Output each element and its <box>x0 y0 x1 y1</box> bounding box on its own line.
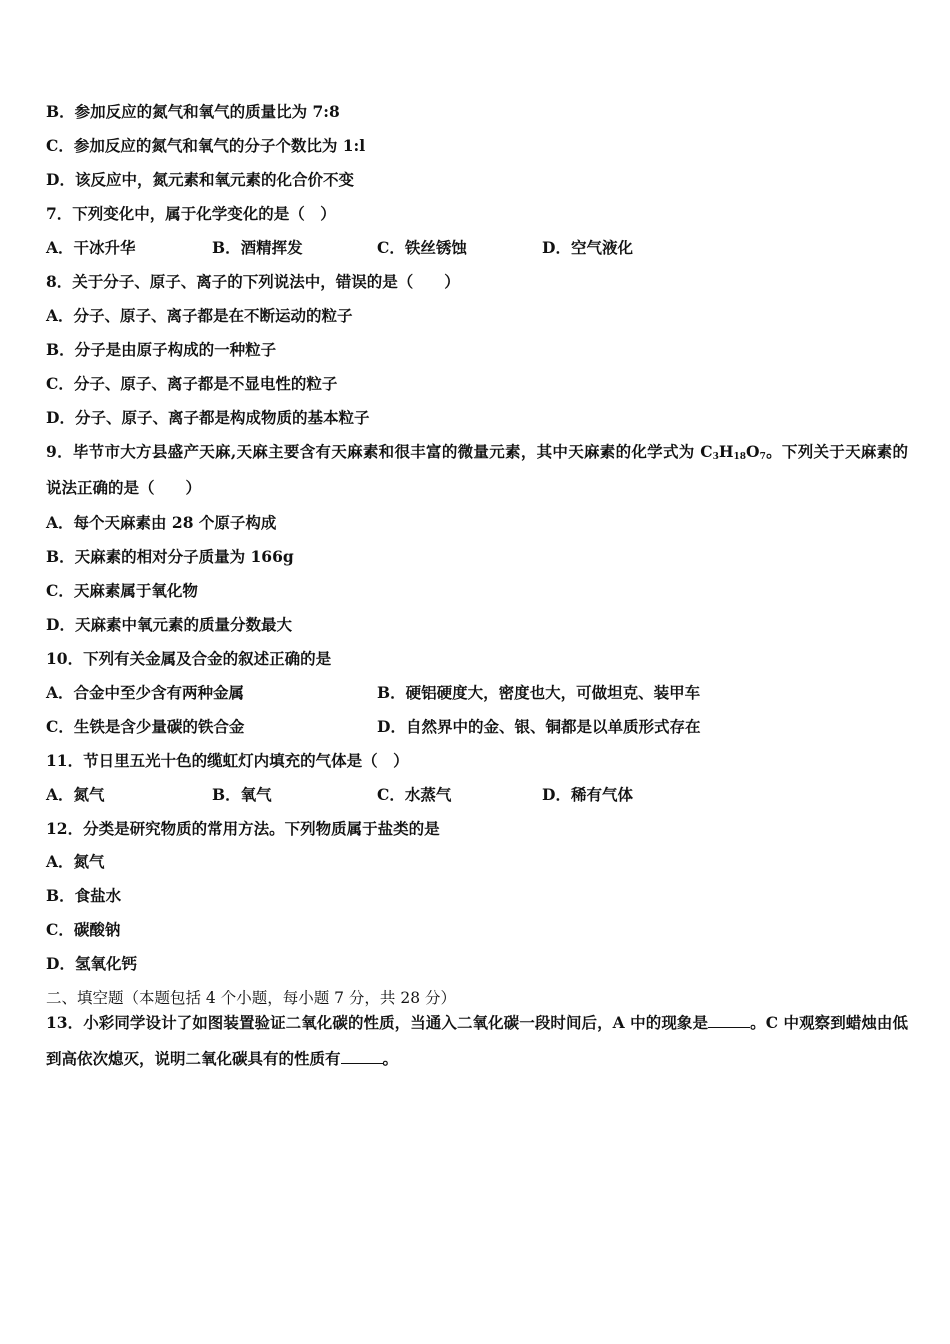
q11-option-d: D．稀有气体 <box>542 785 633 804</box>
q11-option-c: C．水蒸气 <box>377 785 452 804</box>
q9-stem-part2: 。下列关于天麻素的说法正确的是（ ） <box>46 442 908 497</box>
q13-part2: 。C 中观察到蜡烛由低到高依次熄灭，说明二氧化碳具有的性质有 <box>46 1013 909 1068</box>
q8-option-d: D．分子、原子、离子都是构成物质的基本粒子 <box>46 408 370 427</box>
q8-option-b: B．分子是由原子构成的一种粒子 <box>46 340 277 359</box>
q9-formula-h: H <box>718 442 734 461</box>
q7-option-d: D．空气液化 <box>542 238 633 257</box>
q9-option-d: D．天麻素中氧元素的质量分数最大 <box>46 615 292 634</box>
q12-option-d: D．氢氧化钙 <box>46 954 137 973</box>
q9-option-c: C．天麻素属于氧化物 <box>46 581 198 600</box>
answer-blank-2[interactable] <box>341 1049 383 1064</box>
q9-formula-o: O <box>746 442 760 461</box>
q9-formula-sub-o: 7 <box>759 452 766 462</box>
q12-option-c: C．碳酸钠 <box>46 920 121 939</box>
q10-option-c: C．生铁是含少量碳的铁合金 <box>46 717 245 736</box>
q8-stem: 8．关于分子、原子、离子的下列说法中，错误的是（ ） <box>46 272 460 291</box>
q13-part1: 13．小彩同学设计了如图装置验证二氧化碳的性质，当通入二氧化碳一段时间后，A 中的现象是 <box>46 1013 709 1032</box>
q8-option-a: A．分子、原子、离子都是在不断运动的粒子 <box>46 306 353 325</box>
q9-option-b: B．天麻素的相对分子质量为 166g <box>46 547 294 566</box>
q7-option-c: C．铁丝锈蚀 <box>377 238 467 257</box>
section-heading: 二、填空题（本题包括 4 个小题，每小题 7 分，共 28 分） <box>46 989 457 1007</box>
q10-option-b: B．硬铝硬度大，密度也大，可做坦克、装甲车 <box>377 683 701 702</box>
q8-option-c: C．分子、原子、离子都是不显电性的粒子 <box>46 374 338 393</box>
q7-option-b: B．酒精挥发 <box>212 238 303 257</box>
q11-stem: 11．节日里五光十色的缆虹灯内填充的气体是（ ） <box>46 751 409 770</box>
q9-formula-sub-c: 3 <box>712 452 719 462</box>
q13-part3: 。 <box>382 1049 399 1068</box>
q10-stem: 10．下列有关金属及合金的叙述正确的是 <box>46 649 332 668</box>
q9-stem-part1: 9．毕节市大方县盛产天麻,天麻主要含有天麻素和很丰富的微量元素，其中天麻素的化学式为 C <box>46 442 713 461</box>
q9-formula-sub-h: 18 <box>733 452 747 462</box>
q10-option-d: D．自然界中的金、银、铜都是以单质形式存在 <box>377 717 701 736</box>
q10-option-a: A．合金中至少含有两种金属 <box>46 683 245 702</box>
q12-stem: 12．分类是研究物质的常用方法。下列物质属于盐类的是 <box>46 819 440 838</box>
q7-option-a: A．干冰升华 <box>46 238 136 257</box>
q12-option-a: A．氮气 <box>46 852 105 871</box>
q9-option-a: A．每个天麻素由 28 个原子构成 <box>46 513 277 532</box>
q9-stem <box>46 434 908 506</box>
q11-option-a: A．氮气 <box>46 785 105 804</box>
q12-option-b: B．食盐水 <box>46 886 122 905</box>
q7-stem: 7．下列变化中，属于化学变化的是（ ） <box>46 204 336 223</box>
q6-option-d: D．该反应中，氮元素和氧元素的化合价不变 <box>46 170 354 189</box>
q6-option-c: C．参加反应的氮气和氧气的分子个数比为 1:l <box>46 136 366 155</box>
q6-option-b: B．参加反应的氮气和氧气的质量比为 7:8 <box>46 102 340 121</box>
answer-blank-1[interactable] <box>708 1013 750 1028</box>
q13-stem <box>46 1005 908 1077</box>
q11-option-b: B．氧气 <box>212 785 272 804</box>
